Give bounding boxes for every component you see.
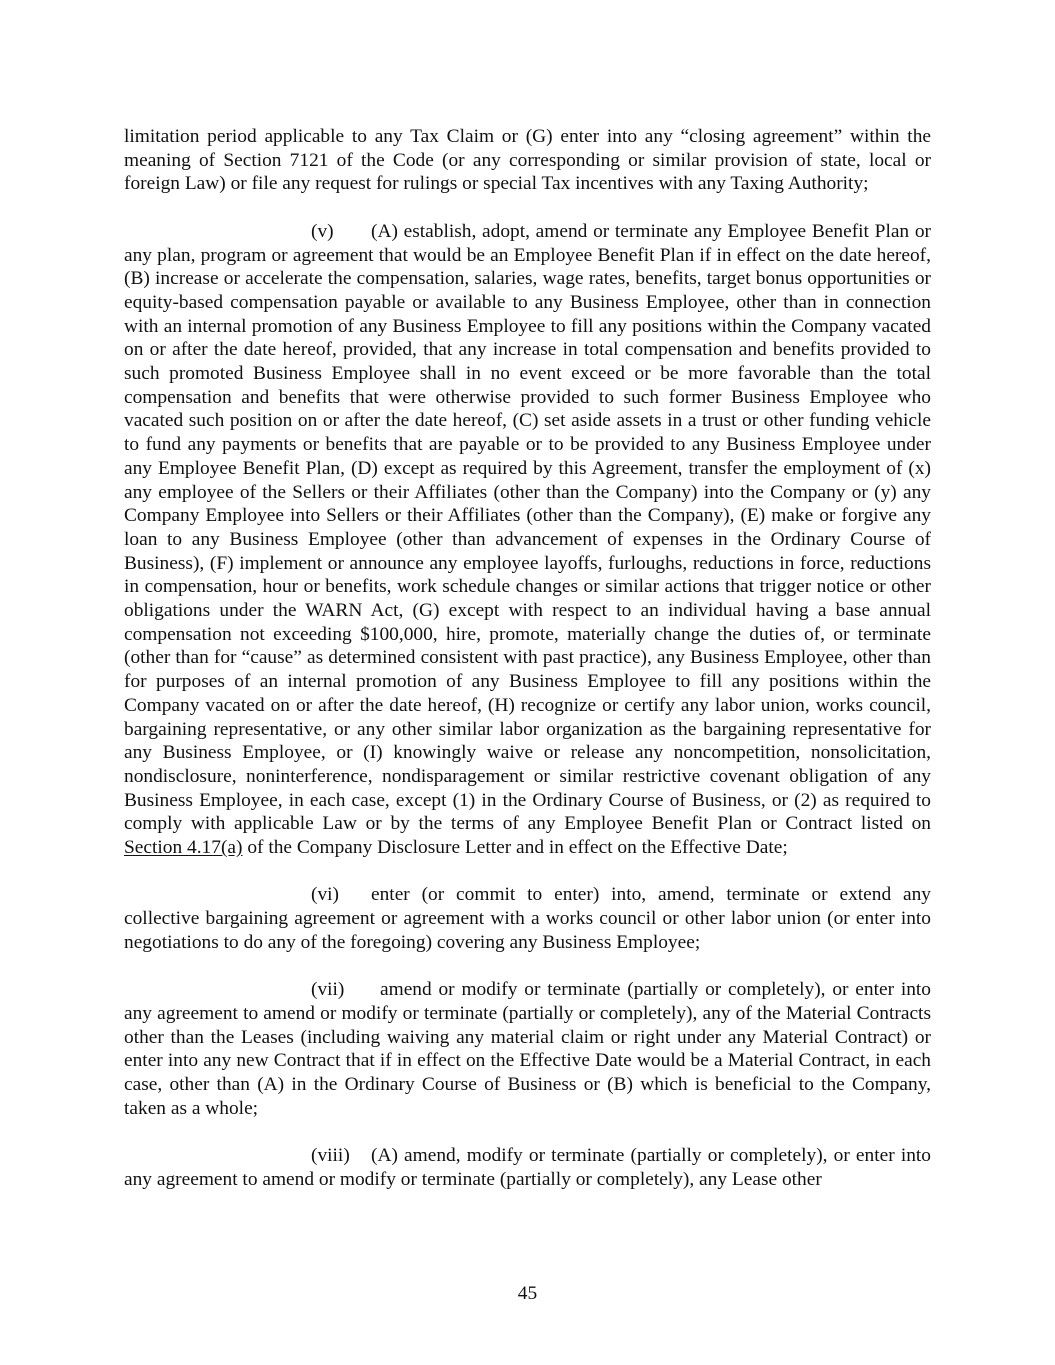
section-cross-reference: Section 4.17(a) — [124, 837, 243, 859]
paragraph-text: amend or modify or terminate (partially or completely), or enter into any agreement to amend or modify or terminate (partially or completely), any of the Material Contracts other than the Leases (including waiving any material claim or right under any Material Contract) or enter into any new Contract that if in effect on the Effective Date would be a Material Contract, in each case, other than (A) in the Ordinary Course of Business or (B) which is beneficial to the Company, taken as a whole; — [124, 979, 931, 1119]
page-number: 45 — [517, 1283, 538, 1304]
clause-number: (vi) — [311, 884, 339, 906]
clause-number: (v) — [311, 220, 334, 242]
paragraph-text: limitation period applicable to any Tax Claim or (G) enter into any “closing agreement” within the meaning of Section 7121 of the Code (or any corresponding or similar provision of state, local or foreign Law) or file any request for rulings or special Tax incentives with any Taxing Authority; — [124, 126, 931, 195]
paragraph-v — [124, 220, 931, 860]
paragraph-text: of the Company Disclosure Letter and in effect on the Effective Date; — [247, 837, 788, 859]
paragraph-text: enter (or commit to enter) into, amend, terminate or extend any collective bargaining agreement or agreement with a works council or other labor union (or enter into negotiations to do any of the foregoing) covering any Business Employee; — [124, 884, 931, 953]
paragraph-text: (A) amend, modify or terminate (partially or completely), or enter into any agreement to amend or modify or terminate (partially or completely), any Lease other — [124, 1145, 931, 1190]
clause-number: (viii) — [311, 1145, 350, 1167]
paragraph-continuation — [124, 125, 931, 196]
paragraph-vi — [124, 883, 931, 954]
document-body — [124, 125, 931, 1215]
clause-number: (vii) — [311, 979, 345, 1001]
paragraph-text: (A) establish, adopt, amend or terminate any Employee Benefit Plan or any plan, program or agreement that would be an Employee Benefit Plan if in effect on the date hereof, (B) increase or accelerate the compensation, salaries, wage rates, benefits, target bonus opportunities or equity-based compensation payable or available to any Business Employee, other than in connection with an internal promotion of any Business Employee to fill any positions within the Company vacated on or after the date hereof, provided, that any increase in total compensation and benefits provided to such promoted Business Employee shall in no event exceed or be more favorable than the total compensation and benefits that were otherwise provided to such former Business Employee who vacated such position on or after the date hereof, (C) set aside assets in a trust or other funding vehicle to fund any payments or benefits that are payable or to be provided to any Business Employee under any Employee Benefit Plan, (D) except as required by this Agreement, transfer the employment of (x) any employee of the Sellers or their Affiliates (other than the Company) into the Company or (y) any Company Employee into Sellers or their Affiliates (other than the Company), (E) make or forgive any loan to any Business Employee (other than advancement of expenses in the Ordinary Course of Business), (F) implement or announce any employee layoffs, furloughs, reductions in force, reductions in compensation, hour or benefits, work schedule changes or similar actions that trigger notice or other obligations under the WARN Act, (G) except with respect to an individual having a base annual compensation not exceeding $100,000, hire, promote, materially change the duties of, or terminate (other than for “cause” as determined consistent with past practice), any Business Employee, other than for purposes of an internal promotion of any Business Employee to fill any positions within the Company vacated on or after the date hereof, (H) recognize or certify any labor union, works council, bargaining representative, or any other similar labor organization as the bargaining representative for any Business Employee, or (I) knowingly waive or release any noncompetition, nonsolicitation, nondisclosure, noninterference, nondisparagement or similar restrictive covenant obligation of any Business Employee, in each case, except (1) in the Ordinary Course of Business, or (2) as required to comply with applicable Law or by the terms of any Employee Benefit Plan or Contract listed on — [124, 220, 931, 835]
paragraph-viii — [124, 1144, 931, 1191]
paragraph-vii — [124, 978, 931, 1120]
